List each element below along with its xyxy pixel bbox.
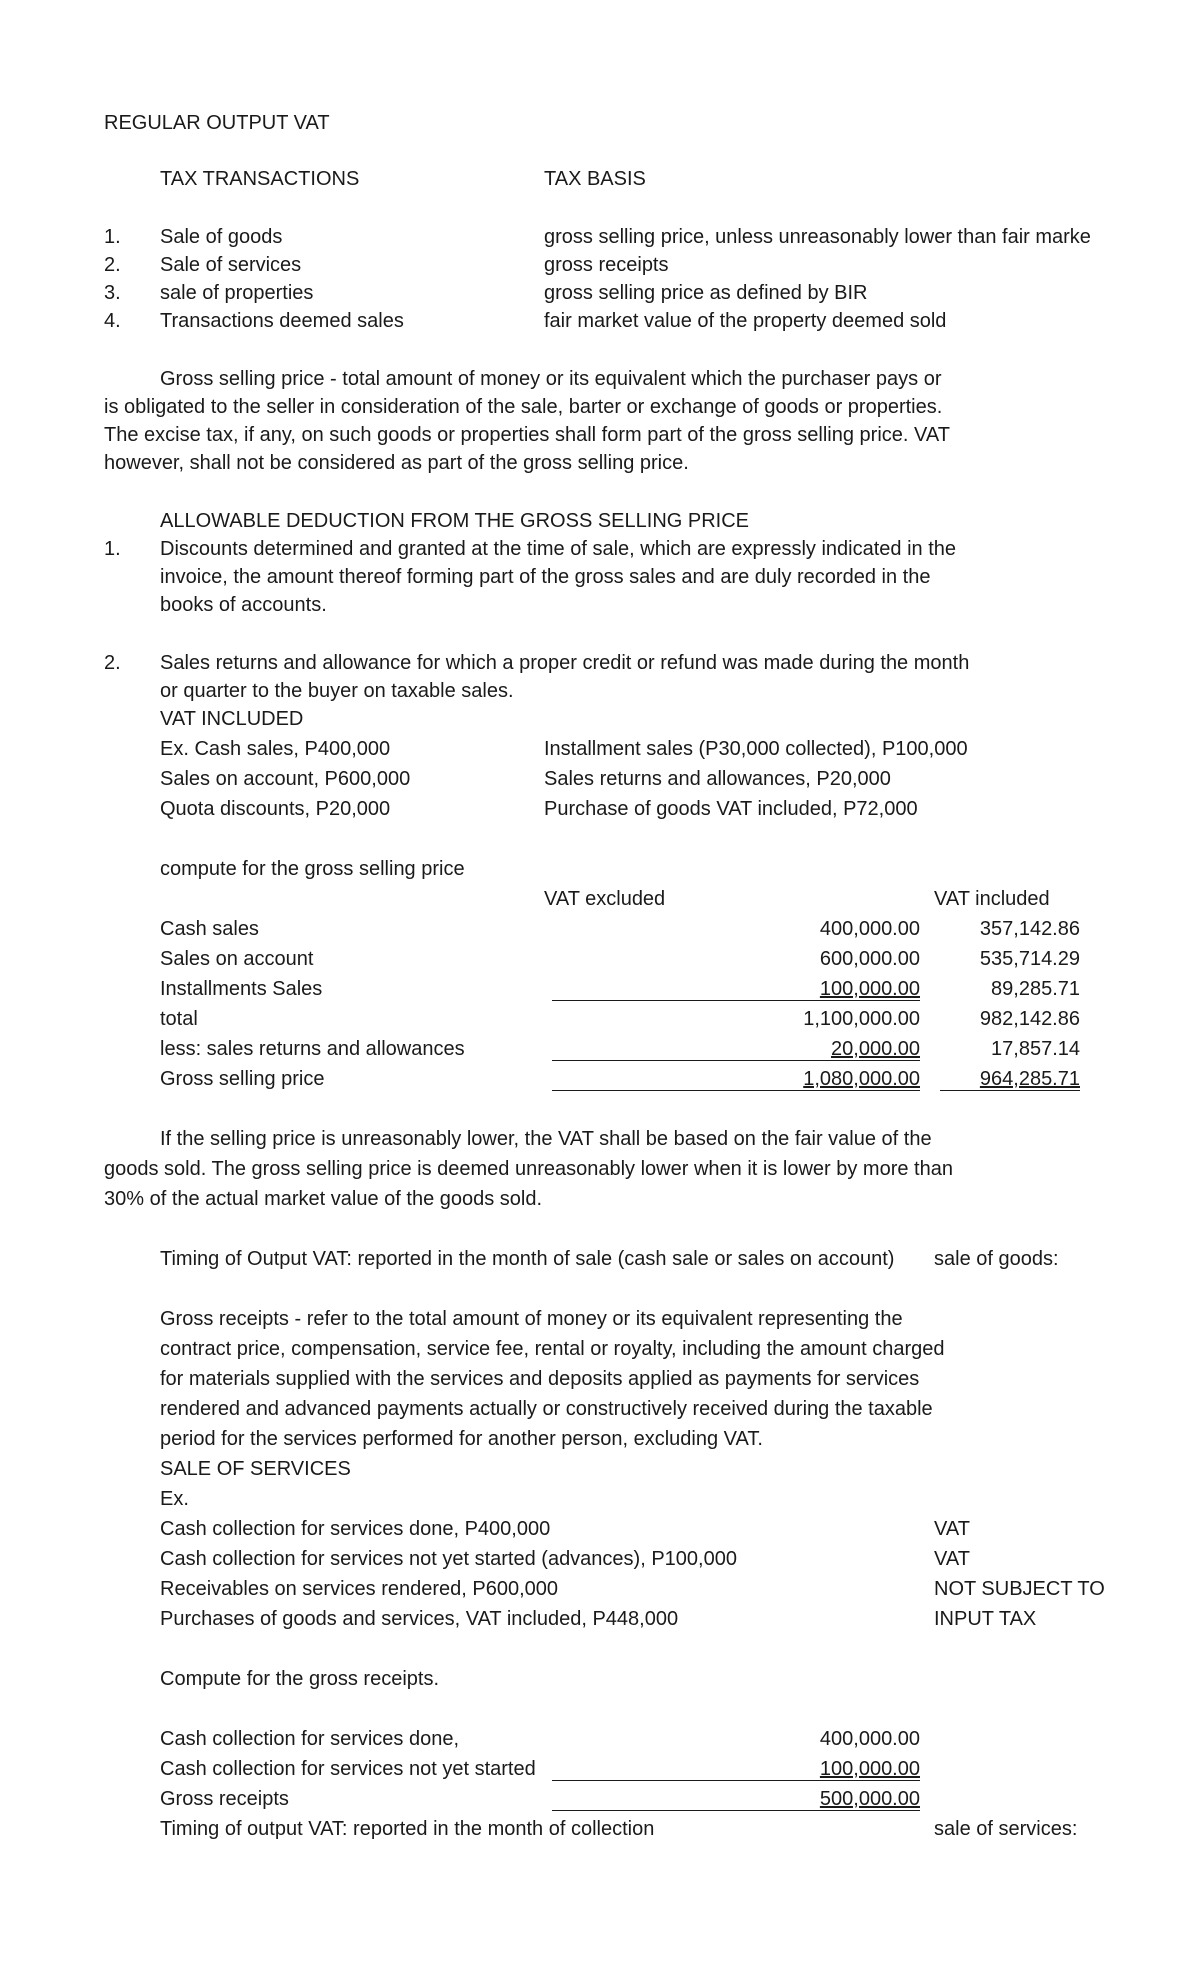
vat-excluded-value: 1,100,000.00	[803, 1008, 920, 1030]
receipts-prompt: Compute for the gross receipts.	[160, 1668, 440, 1690]
timing-services-side: sale of services:	[934, 1818, 1078, 1840]
row-number: 3.	[104, 282, 121, 304]
example-left-item: Ex. Cash sales, P400,000	[160, 738, 391, 760]
underline-rule	[552, 1060, 920, 1061]
vat-excluded-value: 1,080,000.00	[803, 1068, 920, 1090]
basis-text: fair market value of the property deemed sold	[544, 310, 947, 332]
service-item-text: Cash collection for services not yet started (advances), P100,000	[160, 1548, 737, 1570]
example-right-item: Purchase of goods VAT included, P72,000	[544, 798, 918, 820]
row-value: 500,000.00	[819, 1788, 920, 1810]
row-label: Gross selling price	[160, 1068, 325, 1090]
services-ex-label: Ex.	[160, 1488, 189, 1510]
row-number: 4.	[104, 310, 121, 332]
paragraph-line: contract price, compensation, service fee, rental or royalty, including the amount charged	[160, 1338, 945, 1360]
paragraph-line: If the selling price is unreasonably lower, the VAT shall be based on the fair value of the	[160, 1128, 932, 1150]
underline-rule	[552, 1000, 920, 1001]
item-line: Sales returns and allowance for which a proper credit or refund was made during the month	[160, 652, 970, 674]
item-line: books of accounts.	[160, 594, 327, 616]
paragraph-line: 30% of the actual market value of the goods sold.	[104, 1188, 543, 1210]
transaction-label: Sale of goods	[160, 226, 283, 248]
item-line: or quarter to the buyer on taxable sales.	[160, 680, 514, 702]
vat-included-tag: VAT INCLUDED	[160, 708, 304, 730]
service-item-text: Cash collection for services done, P400,000	[160, 1518, 551, 1540]
row-label: Sales on account	[160, 948, 314, 970]
row-label: Gross receipts	[160, 1788, 289, 1810]
service-item-tag: VAT	[934, 1548, 970, 1570]
timing-services-text: Timing of output VAT: reported in the month of collection	[160, 1818, 655, 1840]
paragraph-line: however, shall not be considered as part of the gross selling price.	[104, 452, 689, 474]
item-line: invoice, the amount thereof forming part of the gross sales and are duly recorded in the	[160, 566, 931, 588]
example-right-item: Sales returns and allowances, P20,000	[544, 768, 891, 790]
example-left-item: Quota discounts, P20,000	[160, 798, 391, 820]
vat-excluded-header: VAT excluded	[544, 888, 666, 910]
vat-excluded-value: 400,000.00	[819, 918, 920, 940]
deductions-heading: ALLOWABLE DEDUCTION FROM THE GROSS SELLING PRICE	[160, 510, 750, 532]
vat-excluded-value: 100,000.00	[819, 978, 920, 1000]
item-number: 1.	[104, 538, 121, 560]
service-item-tag: VAT	[934, 1518, 970, 1540]
tax-basis-header: TAX BASIS	[544, 168, 646, 190]
gsp-prompt: compute for the gross selling price	[160, 858, 465, 880]
vat-excluded-value: 600,000.00	[819, 948, 920, 970]
timing-goods-text: Timing of Output VAT: reported in the month of sale (cash sale or sales on account)	[160, 1248, 895, 1270]
row-value: 400,000.00	[819, 1728, 920, 1750]
paragraph-line: Gross receipts - refer to the total amount of money or its equivalent representing the	[160, 1308, 903, 1330]
paragraph-line: period for the services performed for another person, excluding VAT.	[160, 1428, 763, 1450]
paragraph-line: rendered and advanced payments actually or constructively received during the taxable	[160, 1398, 933, 1420]
vat-included-value: 964,285.71	[979, 1068, 1080, 1090]
underline-rule	[552, 1090, 920, 1091]
service-item-tag: INPUT TAX	[934, 1608, 1037, 1630]
item-line: Discounts determined and granted at the time of sale, which are expressly indicated in the	[160, 538, 956, 560]
paragraph-line: goods sold. The gross selling price is deemed unreasonably lower when it is lower by more than	[104, 1158, 953, 1180]
timing-goods-side: sale of goods:	[934, 1248, 1059, 1270]
vat-included-value: 535,714.29	[979, 948, 1080, 970]
service-item-tag: NOT SUBJECT TO	[934, 1578, 1105, 1600]
paragraph-line: The excise tax, if any, on such goods or properties shall form part of the gross selling price. VAT	[104, 424, 950, 446]
services-heading: SALE OF SERVICES	[160, 1458, 351, 1480]
page-title: REGULAR OUTPUT VAT	[104, 112, 330, 134]
underline-rule	[552, 1810, 920, 1811]
service-item-text: Purchases of goods and services, VAT included, P448,000	[160, 1608, 679, 1630]
vat-included-value: 17,857.14	[991, 1038, 1080, 1060]
row-value: 100,000.00	[819, 1758, 920, 1780]
vat-excluded-value: 20,000.00	[831, 1038, 920, 1060]
row-label: Cash collection for services done,	[160, 1728, 460, 1750]
vat-included-value: 89,285.71	[991, 978, 1080, 1000]
transaction-label: sale of properties	[160, 282, 314, 304]
tax-transactions-header: TAX TRANSACTIONS	[160, 168, 360, 190]
transaction-label: Transactions deemed sales	[160, 310, 404, 332]
underline-rule	[552, 1780, 920, 1781]
underline-rule	[940, 1090, 1080, 1091]
service-item-text: Receivables on services rendered, P600,000	[160, 1578, 559, 1600]
row-number: 1.	[104, 226, 121, 248]
row-number: 2.	[104, 254, 121, 276]
paragraph-line: is obligated to the seller in consideration of the sale, barter or exchange of goods or properties.	[104, 396, 943, 418]
transaction-label: Sale of services	[160, 254, 302, 276]
basis-text: gross selling price as defined by BIR	[544, 282, 868, 304]
row-label: less: sales returns and allowances	[160, 1038, 465, 1060]
example-right-item: Installment sales (P30,000 collected), P100,000	[544, 738, 968, 760]
row-label: total	[160, 1008, 198, 1030]
row-label: Installments Sales	[160, 978, 323, 1000]
basis-text: gross selling price, unless unreasonably lower than fair marke	[544, 226, 1091, 248]
basis-text: gross receipts	[544, 254, 669, 276]
row-label: Cash sales	[160, 918, 259, 940]
paragraph-line: for materials supplied with the services and deposits applied as payments for services	[160, 1368, 920, 1390]
item-number: 2.	[104, 652, 121, 674]
vat-included-header: VAT included	[934, 888, 1050, 910]
vat-included-value: 982,142.86	[979, 1008, 1080, 1030]
vat-included-value: 357,142.86	[979, 918, 1080, 940]
example-left-item: Sales on account, P600,000	[160, 768, 411, 790]
row-label: Cash collection for services not yet started	[160, 1758, 536, 1780]
paragraph-line: Gross selling price - total amount of money or its equivalent which the purchaser pays or	[160, 368, 942, 390]
